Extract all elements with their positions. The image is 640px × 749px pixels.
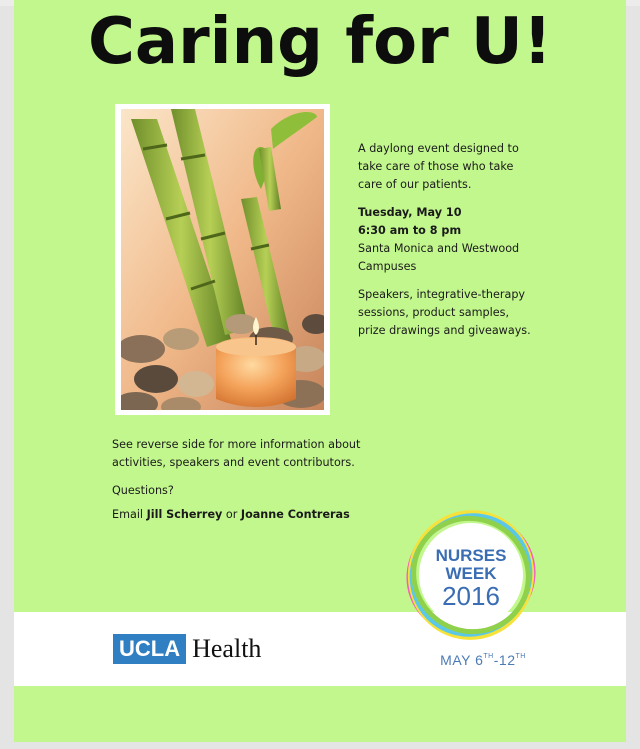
year-2016: 2016: [442, 581, 500, 611]
reverse-line-2: activities, speakers and event contributors.: [112, 456, 355, 469]
event-flyer: [14, 0, 626, 742]
event-details: [358, 140, 558, 340]
location-line-1: Santa Monica and Westwood: [358, 242, 520, 255]
email-prefix: Email: [112, 508, 144, 521]
date-start: MAY 6: [440, 652, 484, 668]
contact-line: [112, 506, 412, 524]
week-word: WEEK: [445, 564, 497, 583]
contact-joanne[interactable]: Joanne Contreras: [240, 508, 350, 521]
nurses-week-badge: [404, 505, 539, 645]
event-date: Tuesday, May 10: [358, 206, 462, 219]
bamboo-candle-image: [121, 109, 324, 410]
questions-label: Questions?: [112, 484, 174, 497]
features-line-1: Speakers, integrative-therapy: [358, 288, 526, 301]
or-word: or: [225, 508, 238, 521]
intro-line-3: care of our patients.: [358, 178, 472, 191]
features-line-3: prize drawings and giveaways.: [358, 324, 531, 337]
features-line-2: sessions, product samples,: [358, 306, 509, 319]
date-end-suffix: TH: [515, 653, 526, 660]
contact-jill[interactable]: Jill Scherrey: [146, 508, 223, 521]
nurses-week-dates: [418, 652, 548, 668]
ucla-wordmark: UCLA: [113, 634, 186, 664]
photo-frame: [115, 104, 330, 415]
event-time: 6:30 am to 8 pm: [358, 224, 462, 237]
footnote: [112, 436, 412, 524]
date-end: -12: [493, 652, 516, 668]
intro-line-1: A daylong event designed to: [358, 142, 519, 155]
reverse-line-1: See reverse side for more information about: [112, 438, 361, 451]
bamboo-candle-photo: [121, 109, 324, 410]
ucla-health-logo: [113, 634, 261, 664]
intro-line-2: take care of those who take: [358, 160, 514, 173]
nurses-word: NURSES: [435, 546, 507, 565]
location-line-2: Campuses: [358, 260, 417, 273]
date-start-suffix: TH: [483, 653, 494, 660]
health-wordmark: Health: [192, 634, 262, 663]
flyer-title: Caring for U!: [87, 5, 553, 79]
